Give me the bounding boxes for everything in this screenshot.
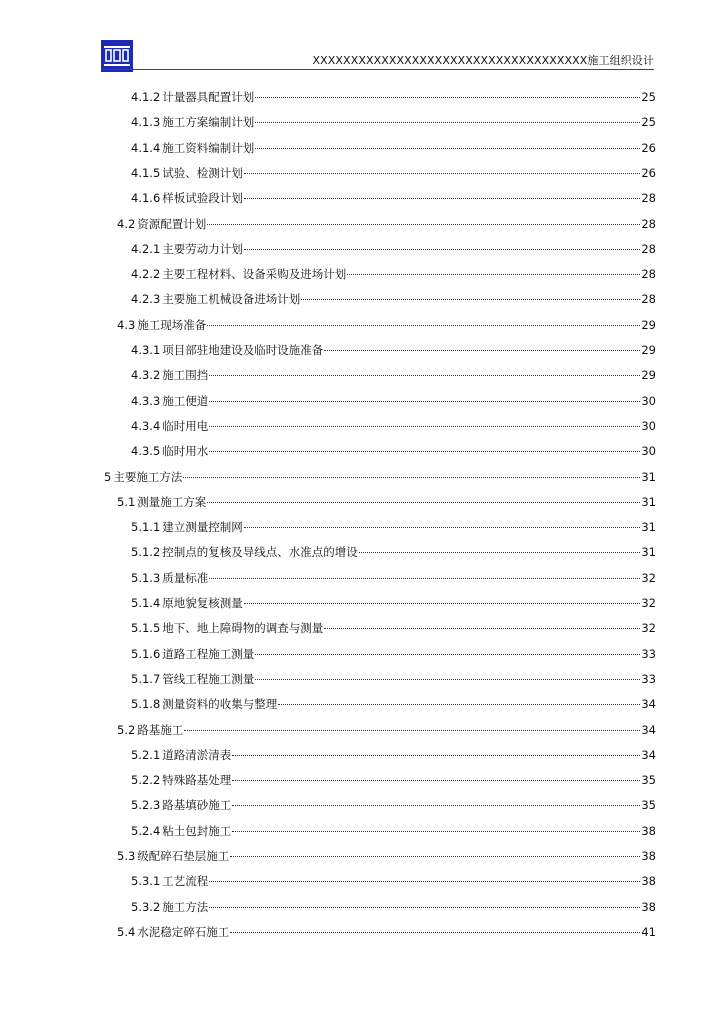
company-logo-icon (101, 40, 133, 72)
toc-entry-title: 地下、地上障碍物的调查与测量 (162, 621, 324, 636)
toc-entry-number: 4.3.4 (131, 418, 161, 433)
toc-entry[interactable] (117, 493, 656, 511)
toc-leader-dots (359, 552, 641, 553)
toc-entry[interactable] (131, 543, 656, 561)
toc-entry-page: 31 (641, 520, 656, 535)
toc-entry-number: 4.3.2 (131, 368, 161, 383)
toc-entry[interactable] (117, 923, 656, 941)
toc-entry-page: 30 (641, 418, 656, 433)
toc-entry-title: 路基施工 (137, 722, 184, 737)
toc-entry-page: 29 (641, 343, 656, 357)
toc-leader-dots (232, 831, 640, 832)
toc-entry[interactable] (131, 569, 656, 587)
toc-entry-page: 29 (641, 368, 656, 383)
toc-entry-number: 5.1.3 (131, 570, 161, 585)
toc-entry-page: 38 (641, 899, 656, 914)
toc-entry[interactable] (117, 215, 656, 233)
toc-entry-number: 4.1.3 (131, 115, 161, 130)
toc-leader-dots (207, 325, 640, 326)
toc-entry-title: 质量标准 (162, 570, 209, 585)
toc-entry-number: 5.1.2 (131, 545, 161, 560)
toc-entry-number: 5.1.1 (131, 520, 161, 535)
toc-entry[interactable] (131, 139, 656, 157)
toc-entry-number: 4.2.3 (131, 292, 161, 307)
toc-entry[interactable] (131, 88, 656, 106)
toc-entry[interactable] (131, 113, 656, 131)
toc-entry[interactable] (131, 189, 656, 207)
toc-entry-number: 5.1.5 (131, 621, 161, 636)
toc-leader-dots (244, 527, 641, 528)
header-divider (101, 69, 654, 70)
toc-leader-dots (324, 350, 640, 351)
toc-leader-dots (207, 224, 640, 225)
toc-entry-number: 4.1.5 (131, 165, 161, 180)
toc-entry-title: 样板试验段计划 (162, 191, 243, 206)
toc-leader-dots (244, 173, 641, 174)
toc-entry-number: 5.1 (117, 494, 136, 509)
toc-entry[interactable] (131, 898, 656, 916)
toc-entry-number: 5.3.1 (131, 874, 161, 889)
toc-entry[interactable] (131, 518, 656, 536)
toc-entry-page: 28 (641, 267, 656, 282)
toc-entry-page: 30 (641, 444, 656, 459)
toc-entry[interactable] (117, 316, 656, 334)
toc-entry[interactable] (131, 417, 656, 435)
toc-entry-page: 26 (641, 165, 656, 180)
toc-entry[interactable] (131, 645, 656, 663)
toc-entry[interactable] (131, 771, 656, 789)
document-header-title: XXXXXXXXXXXXXXXXXXXXXXXXXXXXXXXXXXXX施工组织设计 (312, 54, 654, 67)
toc-entry-page: 30 (641, 393, 656, 408)
toc-leader-dots (232, 805, 640, 806)
toc-entry-number: 4.3 (117, 317, 136, 332)
toc-entry-page: 34 (641, 722, 656, 737)
toc-entry-title: 路基填砂施工 (162, 798, 232, 813)
toc-entry-number: 4.1.6 (131, 191, 161, 206)
toc-entry[interactable] (131, 392, 656, 410)
toc-leader-dots (255, 97, 640, 98)
toc-entry-page: 33 (641, 646, 656, 661)
toc-entry-title: 测量资料的收集与整理 (162, 697, 278, 712)
toc-entry-page: 33 (641, 671, 656, 686)
toc-entry-title: 工艺流程 (162, 874, 209, 889)
toc-entry-number: 5.3.2 (131, 899, 161, 914)
toc-entry-page: 32 (641, 596, 656, 610)
toc-entry-number: 4.2 (117, 216, 136, 231)
toc-entry-number: 4.1.4 (131, 140, 161, 155)
toc-entry-page: 35 (641, 798, 656, 813)
toc-entry-title: 临时用水 (162, 444, 209, 459)
toc-entry-title: 试验、检测计划 (162, 165, 243, 180)
toc-entry-page: 28 (641, 292, 656, 307)
toc-entry[interactable] (131, 746, 656, 764)
toc-entry-page: 28 (641, 191, 656, 206)
toc-entry-page: 38 (641, 823, 656, 838)
toc-entry-title: 项目部驻地建设及临时设施准备 (162, 343, 324, 357)
toc-entry[interactable] (131, 442, 656, 460)
toc-entry-title: 粘土包封施工 (162, 823, 232, 838)
toc-entry-page: 38 (641, 874, 656, 889)
toc-leader-dots (209, 881, 640, 882)
toc-entry-title: 道路工程施工测量 (162, 646, 255, 661)
toc-leader-dots (209, 375, 640, 376)
toc-leader-dots (278, 704, 640, 705)
toc-entry-page: 32 (641, 570, 656, 585)
toc-leader-dots (255, 148, 640, 149)
toc-entry-number: 4.3.3 (131, 393, 161, 408)
toc-entry[interactable] (131, 796, 656, 814)
toc-entry-title: 控制点的复核及导线点、水准点的增设 (162, 545, 358, 560)
toc-entry-title: 道路清淤清表 (162, 747, 232, 762)
toc-entry-title: 施工方法 (162, 899, 209, 914)
toc-entry-title: 施工现场准备 (137, 317, 207, 332)
toc-entry-page: 31 (641, 545, 656, 560)
toc-entry[interactable] (131, 670, 656, 688)
toc-entry-number: 5.2.1 (131, 747, 161, 762)
toc-entry-title: 主要施工方法 (113, 469, 183, 484)
toc-entry-title: 测量施工方案 (137, 494, 207, 509)
toc-entry-number: 5 (104, 469, 112, 484)
toc-leader-dots (209, 907, 640, 908)
toc-entry[interactable] (131, 366, 656, 384)
toc-entry-page: 41 (641, 924, 656, 939)
toc-leader-dots (244, 603, 641, 604)
toc-entry-number: 5.1.7 (131, 671, 161, 686)
toc-entry-number: 5.2 (117, 722, 136, 737)
toc-entry[interactable] (131, 619, 656, 637)
toc-entry-page: 28 (641, 216, 656, 231)
toc-entry-title: 特殊路基处理 (162, 773, 232, 788)
toc-leader-dots (347, 274, 640, 275)
toc-entry-title: 建立测量控制网 (162, 520, 243, 535)
toc-entry-page: 25 (641, 115, 656, 130)
toc-entry-page: 35 (641, 773, 656, 788)
toc-entry-number: 4.3.5 (131, 444, 161, 459)
toc-entry-title: 资源配置计划 (137, 216, 207, 231)
toc-leader-dots (301, 299, 640, 300)
toc-entry-page: 25 (641, 90, 656, 104)
toc-entry-title: 施工方案编制计划 (162, 115, 255, 130)
toc-leader-dots (255, 122, 640, 123)
toc-leader-dots (209, 578, 640, 579)
toc-entry-title: 原地貌复核测量 (162, 596, 243, 610)
toc-entry-title: 施工围挡 (162, 368, 209, 383)
toc-entry-page: 32 (641, 621, 656, 636)
toc-entry-title: 主要劳动力计划 (162, 241, 243, 256)
toc-entry-title: 主要施工机械设备进场计划 (162, 292, 301, 307)
toc-leader-dots (255, 679, 640, 680)
toc-entry-page: 28 (641, 241, 656, 256)
toc-leader-dots (244, 198, 641, 199)
toc-entry-number: 4.3.1 (131, 343, 161, 357)
toc-entry-page: 34 (641, 747, 656, 762)
toc-entry-title: 临时用电 (162, 418, 209, 433)
toc-entry-title: 级配碎石垫层施工 (137, 849, 230, 863)
toc-leader-dots (230, 856, 640, 857)
toc-leader-dots (232, 755, 640, 756)
toc-entry[interactable] (131, 872, 656, 890)
toc-entry[interactable] (117, 721, 656, 739)
toc-entry[interactable] (131, 265, 656, 283)
toc-entry[interactable] (117, 847, 656, 865)
toc-entry-page: 38 (641, 849, 656, 863)
toc-entry[interactable] (131, 695, 656, 713)
toc-entry[interactable] (131, 341, 656, 359)
toc-entry-number: 4.1.2 (131, 90, 161, 104)
toc-entry-number: 5.1.4 (131, 596, 161, 610)
toc-entry-title: 施工便道 (162, 393, 209, 408)
toc-entry-number: 4.2.2 (131, 267, 161, 282)
toc-entry[interactable] (131, 822, 656, 840)
toc-entry-page: 26 (641, 140, 656, 155)
toc-leader-dots (183, 477, 640, 478)
toc-entry-page: 31 (641, 469, 656, 484)
toc-leader-dots (184, 730, 640, 731)
toc-leader-dots (244, 249, 641, 250)
toc-entry-number: 5.3 (117, 849, 136, 863)
toc-entry[interactable] (131, 594, 656, 612)
toc-leader-dots (255, 654, 640, 655)
toc-leader-dots (230, 932, 640, 933)
toc-entry-number: 5.2.4 (131, 823, 161, 838)
toc-leader-dots (232, 780, 640, 781)
toc-entry-title: 施工资料编制计划 (162, 140, 255, 155)
toc-entry[interactable] (104, 468, 656, 486)
toc-entry-page: 31 (641, 494, 656, 509)
toc-entry[interactable] (131, 164, 656, 182)
toc-entry-number: 5.2.2 (131, 773, 161, 788)
toc-entry-title: 管线工程施工测量 (162, 671, 255, 686)
toc-entry-page: 34 (641, 697, 656, 712)
toc-entry[interactable] (131, 240, 656, 258)
toc-entry-number: 5.2.3 (131, 798, 161, 813)
toc-entry-title: 主要工程材料、设备采购及进场计划 (162, 267, 347, 282)
toc-entry-title: 计量器具配置计划 (162, 90, 255, 104)
toc-leader-dots (209, 426, 640, 427)
toc-entry-number: 5.1.6 (131, 646, 161, 661)
toc-leader-dots (324, 628, 640, 629)
toc-leader-dots (209, 401, 640, 402)
toc-entry-number: 5.4 (117, 924, 136, 939)
toc-entry-page: 29 (641, 317, 656, 332)
toc-leader-dots (209, 451, 640, 452)
toc-leader-dots (207, 502, 640, 503)
toc-entry-title: 水泥稳定碎石施工 (137, 924, 230, 939)
toc-entry[interactable] (131, 290, 656, 308)
toc-entry-number: 4.2.1 (131, 241, 161, 256)
toc-entry-number: 5.1.8 (131, 697, 161, 712)
